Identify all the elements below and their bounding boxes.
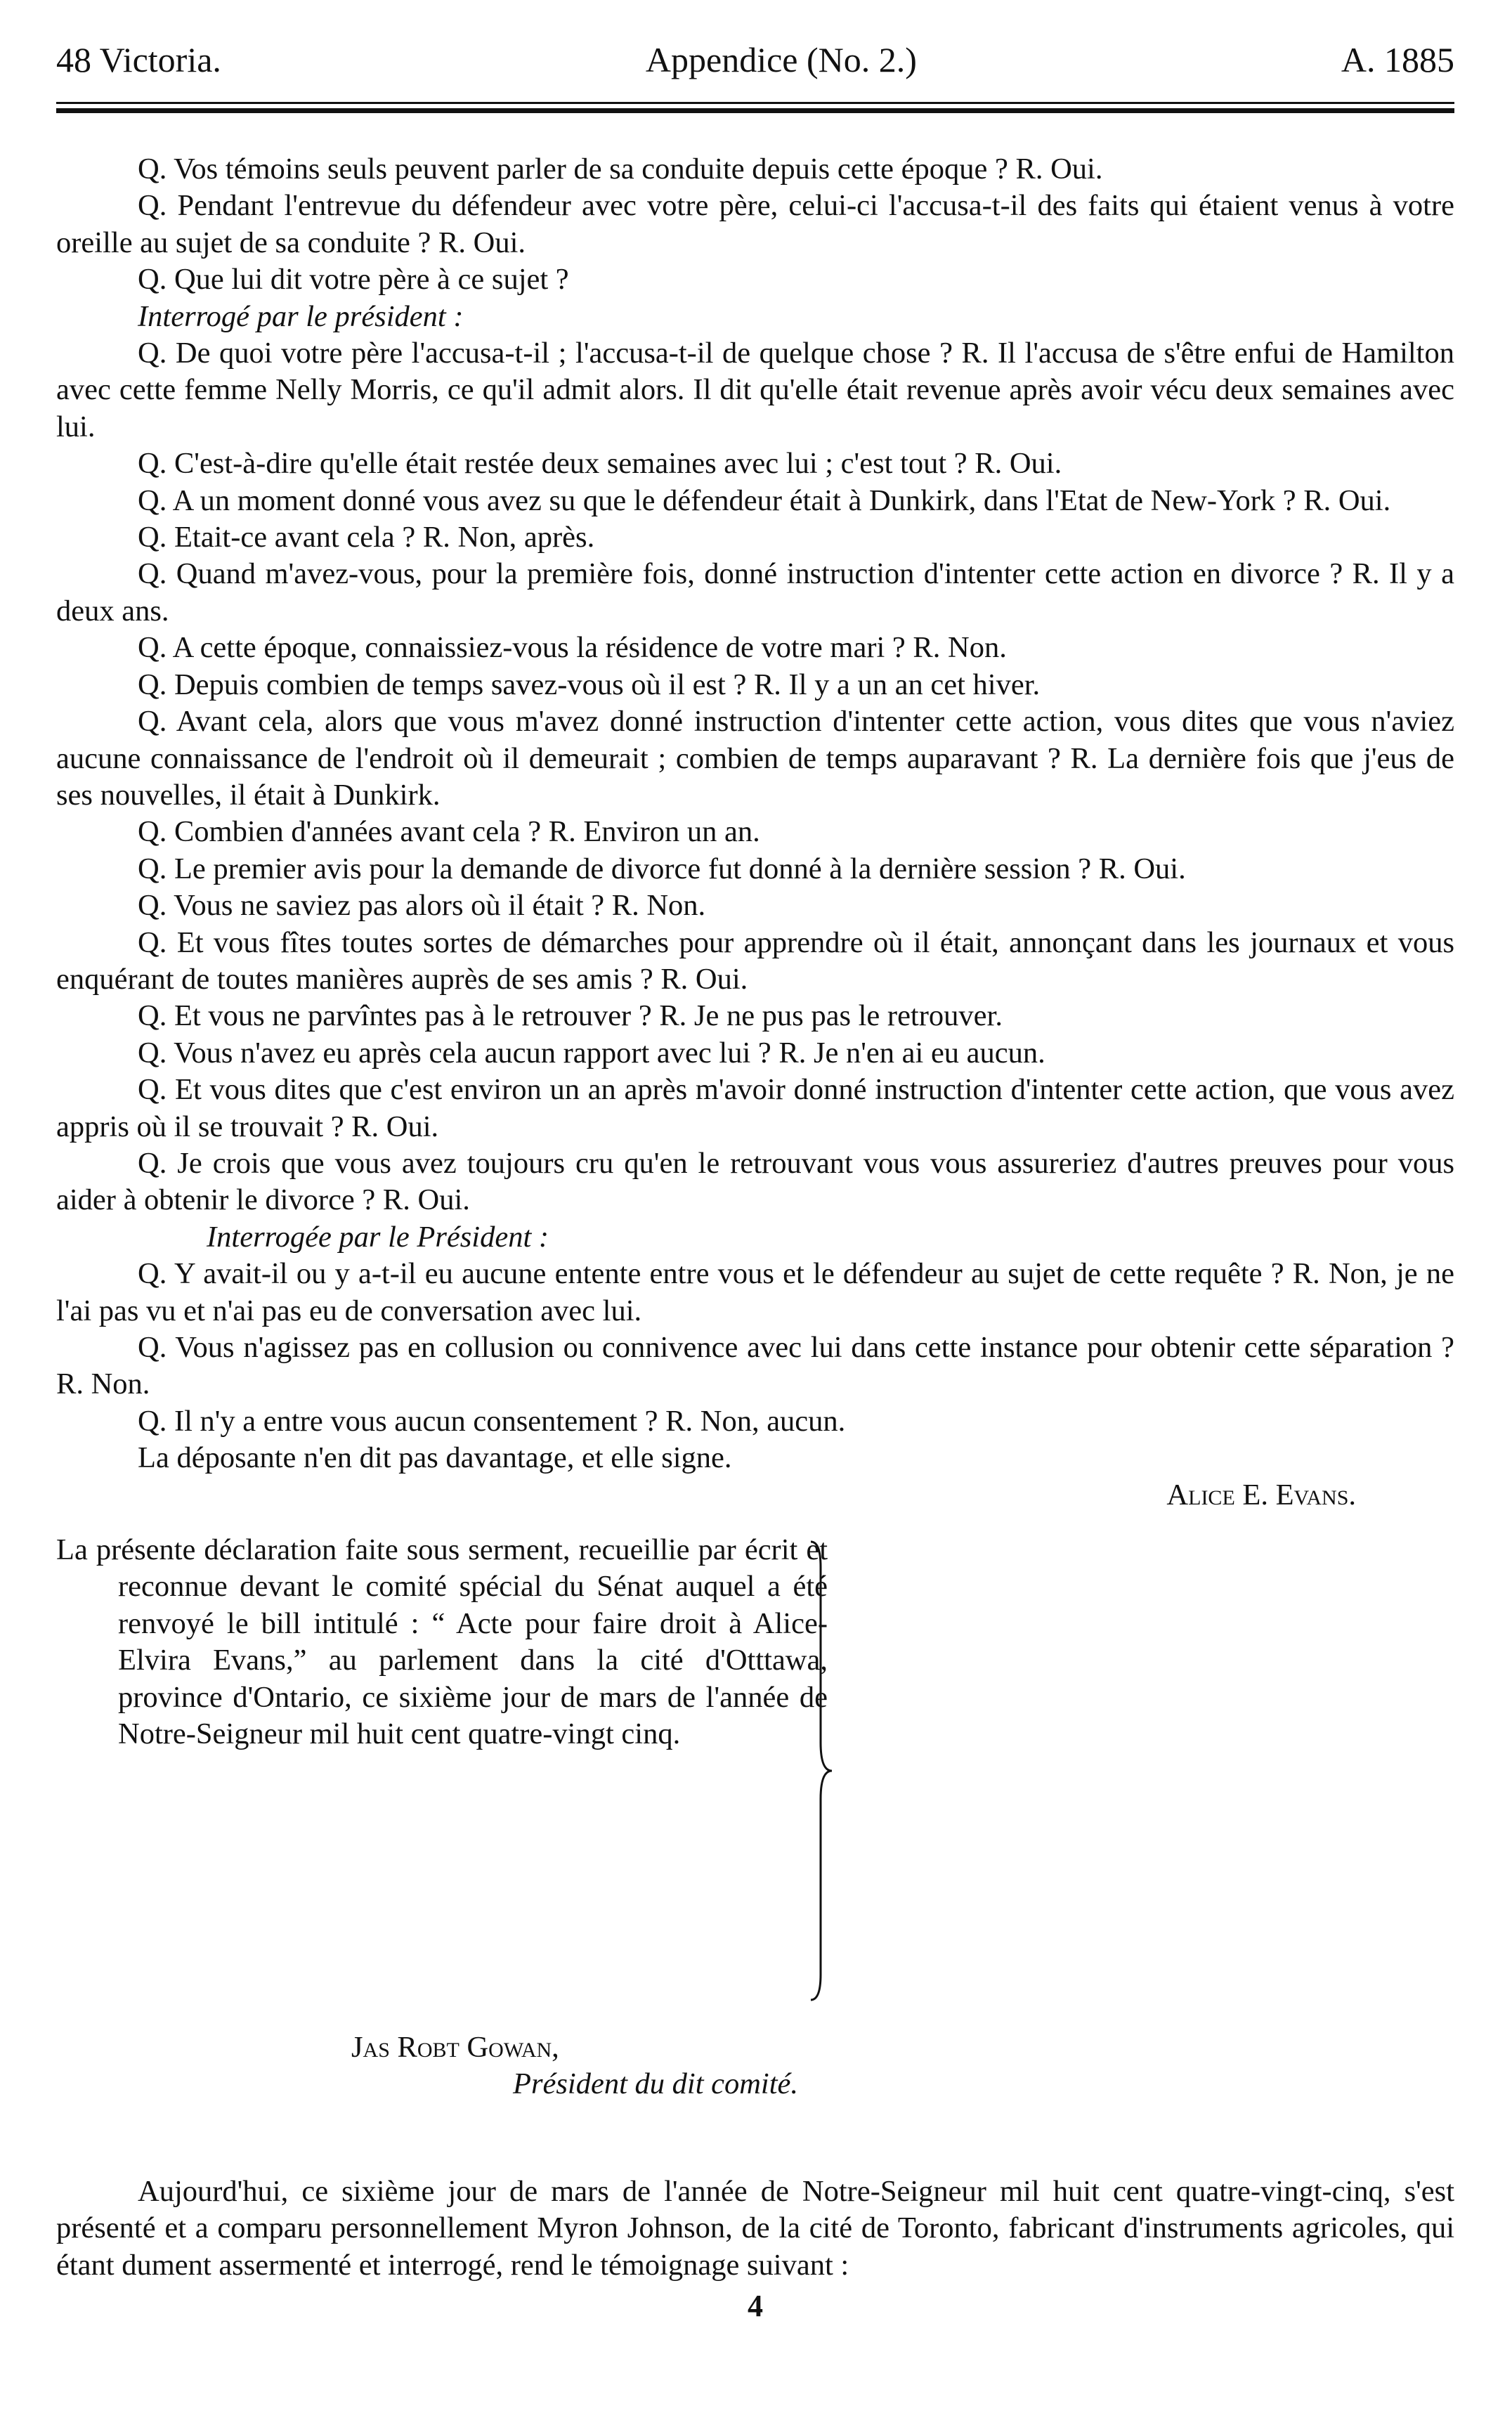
- testimony-paragraph: Q. Vous n'agissez pas en collusion ou connivence avec lui dans cette instance pour obtenir cette séparation ? R. Non.: [56, 1331, 1454, 1401]
- interrogation-heading: Interrogé par le président :: [138, 299, 464, 333]
- testimony-paragraph: Q. Vous ne saviez pas alors où il était ? R. Non.: [138, 889, 706, 923]
- testimony-paragraph: Q. Je crois que vous avez toujours cru qu'en le retrouvant vous vous assureriez d'autres preuves pour vous aider à obtenir le divorce ? R. Oui.: [56, 1146, 1454, 1217]
- jurat-text: La présente déclaration faite sous serment, recueillie par écrit et reconnue devant le comité spécial du Sénat auquel a été renvoyé le bill intitulé : “ Acte pour faire droit à Alice-Elvira Evans,” au parlement dans la cité d'Otttawa, province d'Ontario, ce sixième jour de mars de l'année de Notre-Seigneur mil huit cent quatre-vingt cinq.: [56, 1533, 828, 1751]
- testimony-paragraph: Q. Combien d'années avant cela ? R. Environ un an.: [138, 815, 760, 849]
- testimony-paragraph: Q. Et vous ne parvîntes pas à le retrouver ? R. Je ne pus pas le retrouver.: [138, 999, 1003, 1033]
- jurat-block: [56, 1532, 1454, 2017]
- testimony-paragraph: Q. C'est-à-dire qu'elle était restée deux semaines avec lui ; c'est tout ? R. Oui.: [138, 447, 1062, 481]
- running-header: [56, 39, 1454, 82]
- closing-paragraph: Aujourd'hui, ce sixième jour de mars de l'année de Notre-Seigneur mil huit cent quatre-vingt-cinq, s'est présenté et a comparu personnellement Myron Johnson, de la cité de Toronto, fabricant d'instruments agricoles, qui étant dument assermenté et interrogé, rend le témoignage suivant :: [56, 2174, 1454, 2282]
- page-number: 4: [748, 2289, 763, 2324]
- section-gap: [56, 2103, 1454, 2173]
- testimony-paragraph: Q. Quand m'avez-vous, pour la première fois, donné instruction d'intenter cette action en divorce ? R. Il y a deux ans.: [56, 557, 1454, 628]
- document-page: [56, 39, 1454, 2325]
- testimony-paragraph: Q. Et vous dites que c'est environ un an après m'avoir donné instruction d'intenter cette action, que vous avez appris où il se trouvait ? R. Oui.: [56, 1073, 1454, 1143]
- committee-chair-name: Jas Robt Gowan,: [351, 2031, 559, 2065]
- testimony-paragraph: Q. A cette époque, connaissiez-vous la résidence de votre mari ? R. Non.: [138, 631, 1007, 665]
- testimony-paragraph: Q. Le premier avis pour la demande de divorce fut donné à la dernière session ? R. Oui.: [138, 852, 1186, 885]
- brace-icon: [808, 1539, 836, 2003]
- closing-statement: La déposante n'en dit pas davantage, et elle signe.: [138, 1441, 732, 1475]
- header-right: A. 1885: [1341, 40, 1454, 79]
- header-rule-thin: [56, 102, 1454, 104]
- testimony-paragraph: Q. Que lui dit votre père à ce sujet ?: [138, 263, 569, 297]
- testimony-paragraph: Q. Avant cela, alors que vous m'avez donné instruction d'intenter cette action, vous dites que vous n'aviez aucune connaissance de l'endroit où il demeurait ; combien de temps auparavant ? R. La dernière fois que j'eus de ses nouvelles, il était à Dunkirk.: [56, 705, 1454, 812]
- testimony-paragraph: Q. Pendant l'entrevue du défendeur avec votre père, celui-ci l'accusa-t-il des faits qui étaient venus à votre oreille au sujet de sa conduite ? R. Oui.: [56, 189, 1454, 259]
- header-left: 48 Victoria.: [56, 40, 221, 79]
- testimony-paragraph: Q. Etait-ce avant cela ? R. Non, après.: [138, 521, 595, 554]
- testimony-paragraph: Q. Vous n'avez eu après cela aucun rapport avec lui ? R. Je n'en ai eu aucun.: [138, 1036, 1045, 1070]
- interrogation-heading: Interrogée par le Président :: [207, 1220, 549, 1254]
- testimony-paragraph: Q. De quoi votre père l'accusa-t-il ; l'accusa-t-il de quelque chose ? R. Il l'accusa de s'être enfui de Hamilton avec cette femme Nelly Morris, ce qu'il admit alors. Il dit qu'elle était revenue après avoir vécu deux semaines avec lui.: [56, 337, 1454, 443]
- committee-chair-title: Président du dit comité.: [513, 2067, 799, 2101]
- header-center: Appendice (No. 2.): [645, 40, 917, 79]
- deponent-signature: Alice E. Evans.: [1166, 1478, 1356, 1512]
- document-body: [56, 151, 1454, 2325]
- testimony-paragraph: Q. A un moment donné vous avez su que le défendeur était à Dunkirk, dans l'Etat de New-York ? R. Oui.: [138, 483, 1391, 517]
- header-rule-thick: [56, 108, 1454, 113]
- testimony-paragraph: Q. Y avait-il ou y a-t-il eu aucune entente entre vous et le défendeur au sujet de cette requête ? R. Non, je ne l'ai pas vu et n'ai pas eu de conversation avec lui.: [56, 1257, 1454, 1327]
- testimony-paragraph: Q. Depuis combien de temps savez-vous où il est ? R. Il y a un an cet hiver.: [138, 668, 1041, 701]
- testimony-paragraph: Q. Il n'y a entre vous aucun consentement ? R. Non, aucun.: [138, 1404, 846, 1438]
- testimony-paragraph: Q. Et vous fîtes toutes sortes de démarches pour apprendre où il était, annonçant dans les journaux et vous enquérant de toutes manières auprès de ses amis ? R. Oui.: [56, 925, 1454, 996]
- testimony-paragraph: Q. Vos témoins seuls peuvent parler de sa conduite depuis cette époque ? R. Oui.: [138, 152, 1103, 186]
